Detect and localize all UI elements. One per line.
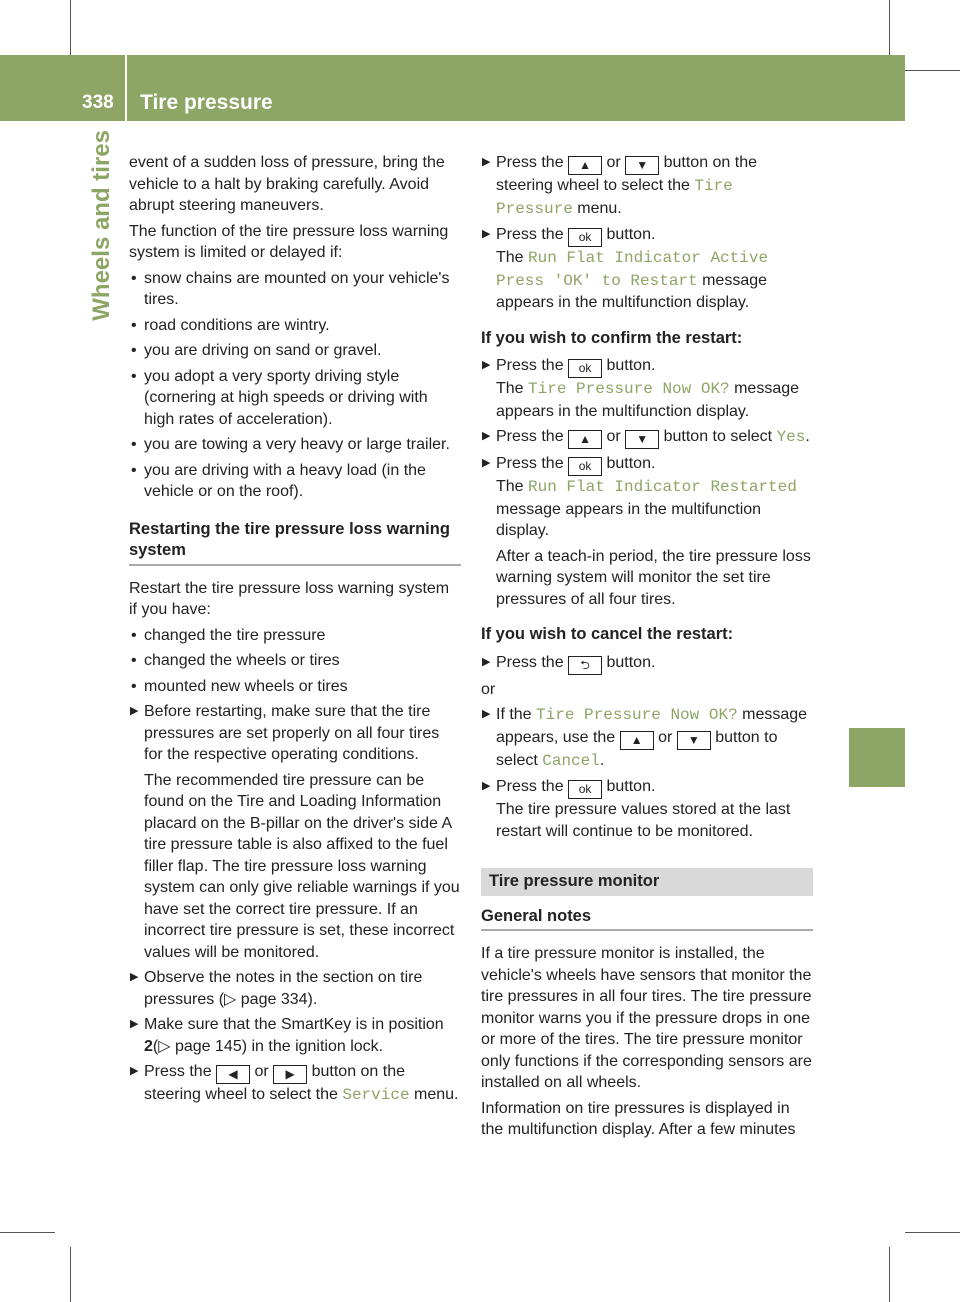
instruction-step bbox=[481, 426, 813, 449]
instruction-step bbox=[481, 355, 813, 422]
step-text: in the ignition lock. bbox=[247, 1037, 384, 1055]
step-text: Make sure that the SmartKey is in position bbox=[144, 1016, 444, 1033]
step-text: The bbox=[496, 478, 529, 495]
paragraph: If a tire pressure monitor is installed, the vehicle's wheels have sensors that monitor the tire pressures in all four tires. The tire pressure monitor warns you if the pressure drops in one or more of the tires. The tire pressure monitor only functions if the corresponding sensors are installed on all wheels. bbox=[481, 945, 812, 1091]
instruction-step bbox=[481, 652, 813, 675]
step-text: button. bbox=[602, 778, 656, 795]
display-text: Cancel bbox=[542, 751, 600, 770]
paragraph: Restart the tire pressure loss warning system if you have: bbox=[129, 579, 450, 618]
instruction-step bbox=[481, 152, 813, 220]
subheading: If you wish to confirm the restart: bbox=[481, 328, 743, 347]
up-arrow-icon: ▲ bbox=[568, 156, 602, 175]
down-arrow-icon: ▼ bbox=[625, 156, 659, 175]
step-note: After a teach-in period, the tire pressure loss warning system will monitor the set tire pressures of all four tires. bbox=[496, 547, 811, 608]
step-text: Observe the notes in the section on tire pressures ( bbox=[144, 969, 423, 1008]
list-item: • snow chains are mounted on your vehicle's tires. bbox=[129, 268, 461, 311]
side-chapter-label: Wheels and tires bbox=[88, 130, 115, 321]
display-text: Tire Pressure bbox=[496, 177, 733, 218]
crop-mark bbox=[889, 1247, 890, 1302]
ok-button-icon: ok bbox=[568, 228, 602, 247]
step-text: button. bbox=[602, 653, 656, 671]
paragraph: The function of the tire pressure loss warning system is limited or delayed if: bbox=[129, 222, 449, 261]
step-text: Press the bbox=[496, 653, 569, 671]
chapter-tab bbox=[849, 728, 905, 787]
step-text: button. bbox=[602, 357, 656, 374]
list-item: • you are driving with a heavy load (in the vehicle or on the roof). bbox=[129, 460, 461, 503]
back-button-icon: ⮌ bbox=[568, 656, 602, 675]
header-bar bbox=[0, 55, 905, 121]
crop-mark bbox=[0, 1232, 55, 1233]
section-banner: Tire pressure monitor bbox=[481, 868, 813, 896]
right-arrow-icon: ▶ bbox=[273, 1065, 307, 1084]
display-text: Service bbox=[342, 1086, 410, 1104]
step-text: The bbox=[496, 249, 529, 266]
step-text: The tire pressure values stored at the last restart will continue to be monitored. bbox=[496, 801, 791, 840]
step-text: message appears in the multifunction display. bbox=[496, 500, 762, 539]
display-text: Tire Pressure Now OK? bbox=[528, 380, 730, 398]
instruction-step bbox=[481, 704, 813, 772]
instruction-step bbox=[481, 224, 813, 314]
step-text: message appears in the multifunction display. bbox=[496, 271, 768, 311]
step-text: Press the bbox=[496, 226, 569, 243]
page-reference: (▷ page 145) bbox=[152, 1037, 248, 1055]
list-item: • you adopt a very sporty driving style (cornering at high speeds or driving with high rates of acceleration). bbox=[129, 366, 461, 431]
step-text: ). bbox=[307, 990, 318, 1008]
instruction-step bbox=[129, 1014, 461, 1057]
up-arrow-icon: ▲ bbox=[620, 731, 654, 750]
left-arrow-icon: ◀ bbox=[216, 1065, 250, 1084]
step-text: button on the steering wheel to select the bbox=[144, 1063, 406, 1103]
paragraph: or bbox=[481, 680, 496, 698]
step-text: button to select bbox=[659, 428, 777, 445]
section-heading: General notes bbox=[481, 906, 813, 932]
up-arrow-icon: ▲ bbox=[568, 430, 602, 449]
crop-mark bbox=[889, 0, 890, 55]
right-column bbox=[481, 152, 813, 1145]
display-text: Run Flat Indicator Restarted bbox=[528, 478, 797, 496]
step-text: or bbox=[602, 428, 626, 445]
ok-button-icon: ok bbox=[568, 359, 602, 378]
crop-mark bbox=[905, 70, 960, 71]
step-text: Press the bbox=[496, 357, 569, 374]
page-number: 338 bbox=[82, 92, 114, 113]
page-reference: ▷ page 334 bbox=[224, 990, 308, 1008]
crop-mark bbox=[70, 1247, 71, 1302]
list-item: • you are driving on sand or gravel. bbox=[129, 340, 461, 362]
key-position: 2 bbox=[144, 1037, 153, 1055]
display-text: Yes bbox=[776, 428, 806, 446]
subheading: If you wish to cancel the restart: bbox=[481, 625, 734, 643]
list-item: • changed the tire pressure bbox=[129, 625, 461, 647]
step-text: button. bbox=[602, 455, 656, 472]
step-text: Press the bbox=[496, 455, 569, 472]
instruction-step bbox=[481, 776, 813, 842]
ok-button-icon: ok bbox=[568, 780, 602, 799]
step-note: The recommended tire pressure can be found on the Tire and Loading Information placard on the B-pillar on the driver's side A tire pressure table is also affixed to the fuel filler flap. The tire pressure loss warning system can only give reliable warnings if you have set the correct tire pressure. If an incorrect tire pressure is set, these incorrect values will be monitored. bbox=[144, 771, 460, 961]
down-arrow-icon: ▼ bbox=[677, 731, 711, 750]
step-text: button on the steering wheel to select the bbox=[496, 154, 758, 194]
page-title: Tire pressure bbox=[140, 91, 273, 114]
step-text: Press the bbox=[496, 428, 569, 445]
paragraph: event of a sudden loss of pressure, bring the vehicle to a halt by braking carefully. Avoid abrupt steering maneuvers. bbox=[129, 154, 445, 214]
list-item: • you are towing a very heavy or large trailer. bbox=[129, 434, 461, 456]
step-text: or bbox=[653, 728, 677, 746]
list-item: • changed the wheels or tires bbox=[129, 650, 461, 672]
display-text: Run Flat Indicator Active Press 'OK' to Restart bbox=[496, 249, 769, 290]
instruction-step bbox=[129, 967, 461, 1010]
header-divider bbox=[125, 55, 127, 121]
crop-mark bbox=[905, 1232, 960, 1233]
step-text: menu. bbox=[572, 199, 622, 217]
step-text: menu. bbox=[409, 1086, 459, 1103]
section-heading: Restarting the tire pressure loss warning system bbox=[129, 519, 461, 566]
paragraph: Information on tire pressures is displayed in the multifunction display. After a few minutes bbox=[481, 1099, 796, 1138]
step-text: button to select bbox=[496, 728, 778, 769]
instruction-step bbox=[481, 453, 813, 542]
instruction-step bbox=[129, 1061, 461, 1107]
ok-button-icon: ok bbox=[568, 457, 602, 476]
crop-mark bbox=[70, 0, 71, 55]
list-item: • road conditions are wintry. bbox=[129, 315, 461, 337]
step-text: . bbox=[805, 428, 810, 445]
display-text: Tire Pressure Now OK? bbox=[536, 706, 738, 724]
step-text: message appears in the multifunction display. bbox=[496, 380, 800, 420]
down-arrow-icon: ▼ bbox=[625, 430, 659, 449]
step-text: Press the bbox=[144, 1063, 217, 1080]
step-text: or bbox=[250, 1063, 274, 1080]
instruction-step bbox=[129, 701, 461, 766]
step-text: or bbox=[602, 154, 626, 171]
step-text: Press the bbox=[496, 778, 569, 795]
list-item: • mounted new wheels or tires bbox=[129, 676, 461, 698]
left-column bbox=[129, 152, 461, 1111]
step-text: The bbox=[496, 380, 529, 397]
step-text: Press the bbox=[496, 154, 569, 171]
step-text: button. bbox=[602, 226, 656, 243]
step-text: Before restarting, make sure that the tire pressures are set properly on all four tires for the respective operating conditions. bbox=[144, 703, 440, 763]
step-text: . bbox=[599, 751, 605, 769]
side-label-wrap bbox=[84, 130, 120, 750]
step-text: If the bbox=[496, 706, 537, 723]
step-text: message appears, use the bbox=[496, 706, 808, 746]
